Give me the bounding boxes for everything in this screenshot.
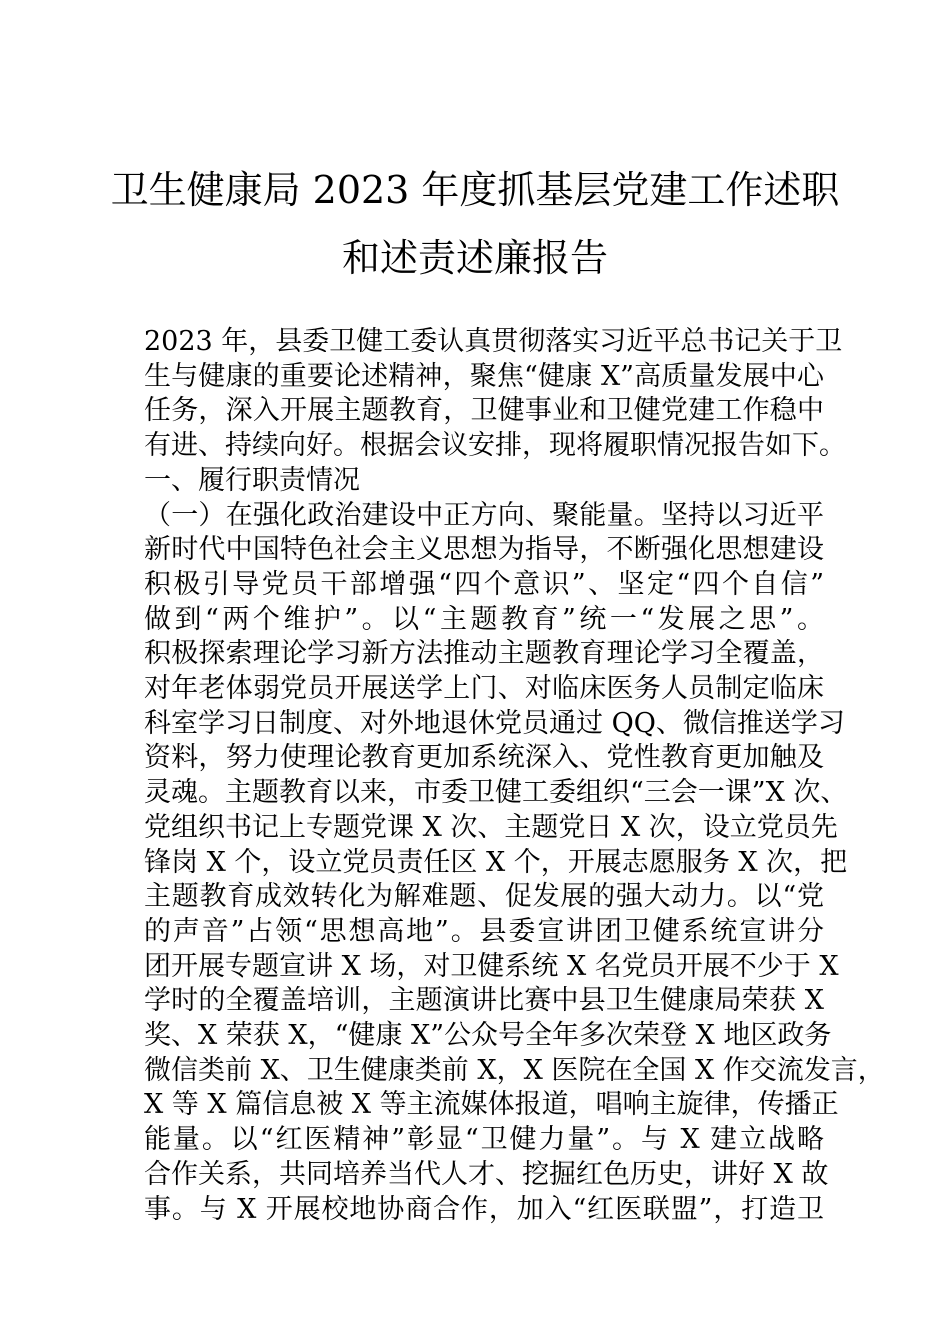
- body-line: 科室学习日制度、对外地退休党员通过 QQ、微信推送学习: [144, 707, 845, 739]
- body-line: （一）在强化政治建设中正方向、聚能量。坚持以习近平: [144, 499, 824, 531]
- body-line: 生与健康的重要论述精神，聚焦“健康 X”高质量发展中心: [144, 360, 824, 392]
- body-line: 做到“两个维护”。以“主题教育”统一“发展之思”。: [144, 603, 824, 635]
- body-line: 能量。以“红医精神”彰显“卫健力量”。与 X 建立战略: [144, 1124, 824, 1156]
- body-line: 积极引导党员干部增强“四个意识”、坚定“四个自信”: [144, 568, 824, 600]
- body-line: X 等 X 篇信息被 X 等主流媒体报道，唱响主旋律，传播正: [144, 1089, 839, 1121]
- document-title-line-2: 和述责述廉报告: [341, 236, 608, 280]
- body-line: 新时代中国特色社会主义思想为指导，不断强化思想建设: [144, 534, 824, 566]
- body-line: 锋岗 X 个，设立党员责任区 X 个，开展志愿服务 X 次，把: [144, 846, 848, 878]
- body-line: 党组织书记上专题党课 X 次、主题党日 X 次，设立党员先: [144, 811, 838, 843]
- body-line: 灵魂。主题教育以来，市委卫健工委组织“三会一课”X 次、: [144, 777, 848, 809]
- body-line: 主题教育成效转化为解难题、促发展的强大动力。以“党: [144, 881, 824, 913]
- body-line: 资料，努力使理论教育更加系统深入、党性教育更加触及: [144, 742, 824, 774]
- body-line: 对年老体弱党员开展送学上门、对临床医务人员制定临床: [144, 673, 824, 704]
- body-line: 一、履行职责情况: [144, 464, 360, 496]
- document-title-line-1: 卫生健康局 2023 年度抓基层党建工作述职: [110, 168, 840, 212]
- body-line: 2023 年，县委卫健工委认真贯彻落实习近平总书记关于卫: [144, 326, 843, 357]
- body-line: 积极探索理论学习新方法推动主题教育理论学习全覆盖，: [144, 638, 824, 670]
- body-line: 微信类前 X、卫生健康类前 X，X 医院在全国 X 作交流发言，: [144, 1054, 885, 1086]
- body-line: 有进、持续向好。根据会议安排，现将履职情况报告如下。: [144, 430, 846, 462]
- body-line: 团开展专题宣讲 X 场，对卫健系统 X 名党员开展不少于 X: [144, 950, 839, 982]
- body-line: 学时的全覆盖培训，主题演讲比赛中县卫生健康局荣获 X: [144, 985, 824, 1017]
- body-line: 奖、X 荣获 X，“健康 X”公众号全年多次荣登 X 地区政务: [144, 1020, 832, 1051]
- body-line: 合作关系，共同培养当代人才、挖掘红色历史，讲好 X 故: [144, 1158, 829, 1190]
- body-line: 事。与 X 开展校地协商合作，加入“红医联盟”，打造卫: [144, 1193, 824, 1225]
- body-line: 的声音”占领“思想高地”。县委宣讲团卫健系统宣讲分: [144, 915, 824, 947]
- body-line: 任务，深入开展主题教育，卫健事业和卫健党建工作稳中: [144, 395, 824, 427]
